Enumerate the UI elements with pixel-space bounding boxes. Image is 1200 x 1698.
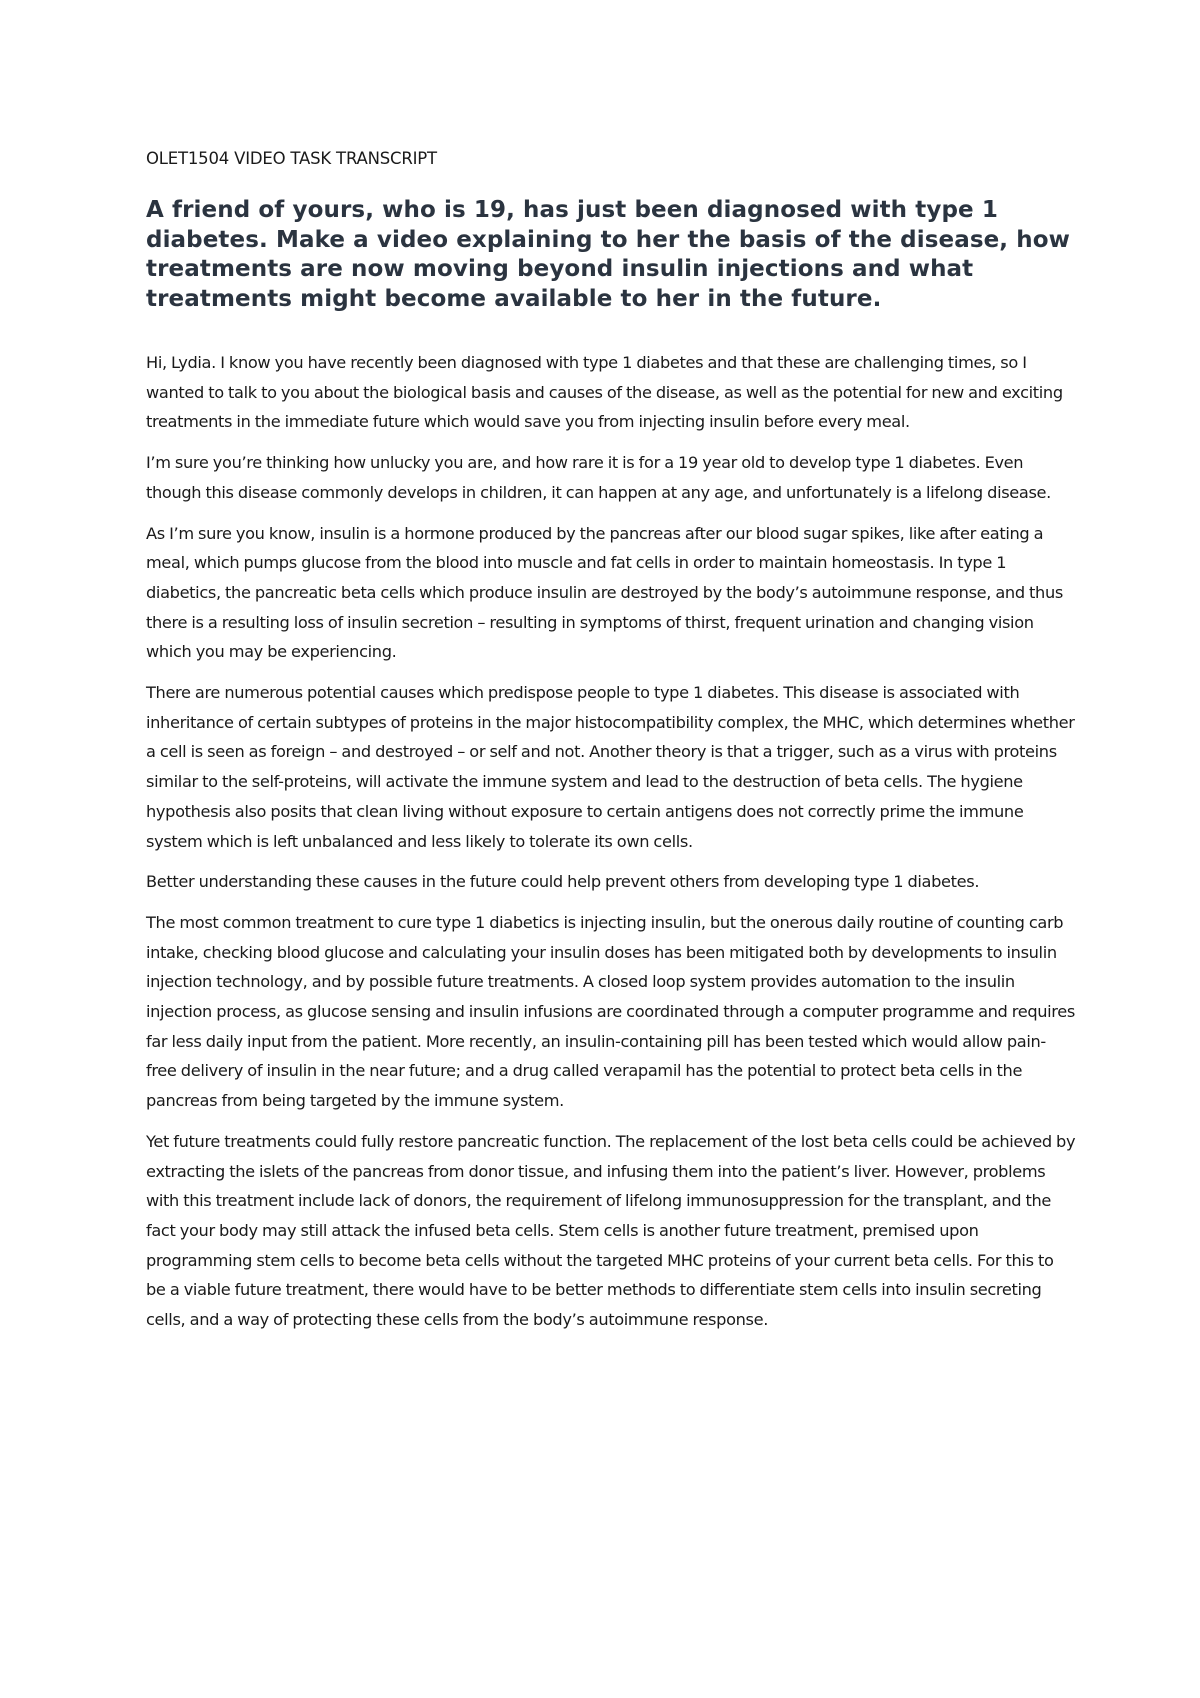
document-heading: A friend of yours, who is 19, has just been diagnosed with type 1 diabetes. Make a video explaining to her the basis of the disease, how treatments are now moving beyond insulin injections and what treatments might become available to her in the future. xyxy=(146,197,1070,312)
paragraph-future-treatments: Yet future treatments could fully restore pancreatic function. The replacement of the lost beta cells could be achieved by extracting the islets of the pancreas from donor tissue, and infusing them into the patient’s liver. However, problems with this treatment include lack of donors, the requirement of lifelong immunosuppression for the transplant, and the fact your body may still attack the infused beta cells. Stem cells is another future treatment, premised upon programming stem cells to become beta cells without the targeted MHC proteins of your current beta cells. For this to be a viable future treatment, there would have to be better methods to differentiate stem cells into insulin secreting cells, and a way of protecting these cells from the body’s autoimmune response. xyxy=(146,1131,1076,1330)
document-page xyxy=(146,148,1076,1346)
document-label: OLET1504 VIDEO TASK TRANSCRIPT xyxy=(146,149,437,168)
paragraph-insulin-basics: As I’m sure you know, insulin is a hormone produced by the pancreas after our blood sugar spikes, like after eating a meal, which pumps glucose from the blood into muscle and fat cells in order to maintain homeostasis. In type 1 diabetics, the pancreatic beta cells which produce insulin are destroyed by the body’s autoimmune response, and thus there is a resulting loss of insulin secretion – resulting in symptoms of thirst, frequent urination and changing vision which you may be experiencing. xyxy=(146,523,1063,662)
paragraph-age: I’m sure you’re thinking how unlucky you are, and how rare it is for a 19 year old to develop type 1 diabetes. Even though this disease commonly develops in children, it can happen at any age, and unfortunately is a lifelong disease. xyxy=(146,453,1051,502)
paragraph-causes: There are numerous potential causes which predispose people to type 1 diabetes. This disease is associated with inheritance of certain subtypes of proteins in the major histocompatibility complex, the MHC, which determines whether a cell is seen as foreign – and destroyed – or self and not. Another theory is that a trigger, such as a virus with proteins similar to the self-proteins, will activate the immune system and lead to the destruction of beta cells. The hygiene hypothesis also posits that clean living without exposure to certain antigens does not correctly prime the immune system which is left unbalanced and less likely to tolerate its own cells. xyxy=(146,683,1075,851)
paragraph-current-treatments: The most common treatment to cure type 1 diabetics is injecting insulin, but the onerous daily routine of counting carb intake, checking blood glucose and calculating your insulin doses has been mitigated both by developments to insulin injection technology, and by possible future treatments. A closed loop system provides automation to the insulin injection process, as glucose sensing and insulin infusions are coordinated through a computer programme and requires far less daily input from the patient. More recently, an insulin-containing pill has been tested which would allow pain-free delivery of insulin in the near future; and a drug called verapamil has the potential to protect beta cells in the pancreas from being targeted by the immune system. xyxy=(146,912,1075,1111)
paragraph-greeting: Hi, Lydia. I know you have recently been diagnosed with type 1 diabetes and that these are challenging times, so I wanted to talk to you about the biological basis and causes of the disease, as well as the potential for new and exciting treatments in the immediate future which would save you from injecting insulin before every meal. xyxy=(146,353,1063,432)
paragraph-prevention: Better understanding these causes in the future could help prevent others from developing type 1 diabetes. xyxy=(146,872,980,892)
